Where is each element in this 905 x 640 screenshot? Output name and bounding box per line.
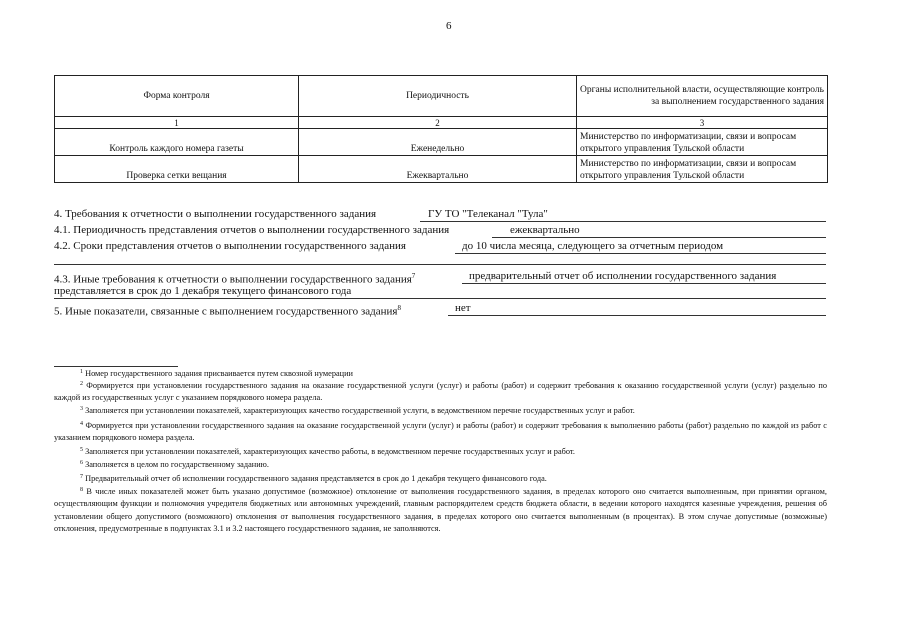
footnote-text: Номер государственного задания присваивается путем сквозной нумерации <box>85 369 353 378</box>
footnote-mark: 4 <box>80 421 83 427</box>
item-4-underline <box>420 221 826 222</box>
item-5-underline <box>448 315 826 316</box>
item-43-label: 4.3. Иные требования к отчетности о выполнении государственного задания <box>54 273 412 286</box>
footnote-6 <box>54 459 853 471</box>
footnote-mark: 1 <box>80 369 83 375</box>
item-5-label: 5. Иные показатели, связанные с выполнением государственного задания <box>54 305 398 318</box>
header-authority: Органы исполнительной власти, осуществляющие контроль за выполнением государственного задания <box>577 76 828 117</box>
item-43-underline-2 <box>54 298 826 299</box>
column-number: 2 <box>299 117 577 129</box>
item-43-underline-1 <box>462 283 826 284</box>
footnote-mark: 3 <box>80 406 83 412</box>
item-43-value-line2: представляется в срок до 1 декабря текущего финансового года <box>54 285 352 297</box>
item-5-sup: 8 <box>397 304 401 312</box>
item-43-sup: 7 <box>411 272 416 280</box>
page-number: 6 <box>446 20 452 32</box>
cell-form: Проверка сетки вещания <box>55 156 299 183</box>
table-row <box>55 129 828 156</box>
cell-form: Контроль каждого номера газеты <box>55 129 299 156</box>
footnote-text: Формируется при установлении государственного задания на оказание государственной услуги (услуг) и работы (работ) и содержит требования к оказанию государственной услуги (услуг) раздельно по каждой из государственных услуг с указанием порядкового номера раздела. <box>54 381 828 403</box>
footnote-5 <box>54 446 853 458</box>
footnote-text: Заполняется при установлении показателей, характеризующих качество государственной услуги, в ведомственном перечне государственных услуг и работ. <box>85 406 635 415</box>
item-4-label: 4. Требования к отчетности о выполнении государственного задания <box>54 208 377 220</box>
footnote-text: Заполняется при установлении показателей, характеризующих качество работы, в ведомственном перечне государственных услуг и работ. <box>85 447 575 456</box>
column-number-row <box>55 117 828 129</box>
table-row <box>55 156 828 183</box>
footnote-mark: 5 <box>80 447 83 453</box>
header-period: Периодичность <box>299 76 577 117</box>
item-4-value: ГУ ТО "Телеканал "Тула" <box>428 208 548 220</box>
footnote-3 <box>54 405 853 417</box>
item-41-label: 4.1. Периодичность представления отчетов о выполнении государственного задания <box>54 224 450 236</box>
footnote-text: Формируется при установлении государственного задания на оказание государственной услуги (услуг) и работы (работ) и содержит требования к выполнению работы (работ) раздельно по каждой из работ с указанием порядкового номера раздела. <box>54 421 827 443</box>
column-number: 3 <box>577 117 828 129</box>
footnote-1 <box>54 368 853 380</box>
table-header-row <box>55 76 828 117</box>
footnote-mark: 2 <box>80 381 83 387</box>
item-5-label-wrap <box>54 302 401 319</box>
item-43-value-line1: предварительный отчет об исполнении государственного задания <box>469 270 777 282</box>
cell-period: Ежеквартально <box>299 156 577 183</box>
blank-line <box>54 264 826 265</box>
footnote-mark: 6 <box>80 460 83 466</box>
footnote-text: В числе иных показателей может быть указано допустимое (возможное) отклонение от выполнения государственного задания, в пределах которого оно считается выполненным, при принятии органом, осуществляющим функции и полномочия учредителя бюджетных или автономных учреждений, главным распорядителем средств бюджета области, в ведении которого находятся казенные учреждения, решения об установлении общего допустимого (возможного) отклонения от выполнения государственного задания, в пределах которого оно считается выполненным (в процентах). В этом случае допустимые (возможные) отклонения, предусмотренные в подпунктах 3.1 и 3.2 настоящего государственного задания, не заполняются. <box>54 487 827 533</box>
item-5-value: нет <box>455 302 471 314</box>
control-table <box>54 75 828 183</box>
footnote-separator <box>54 366 178 367</box>
cell-authority: Министерство по информатизации, связи и вопросам открытого управления Тульской области <box>577 156 828 183</box>
footnote-8 <box>54 486 827 535</box>
item-42-value: до 10 числа месяца, следующего за отчетным периодом <box>462 240 724 252</box>
item-41-underline <box>492 237 826 238</box>
cell-period: Еженедельно <box>299 129 577 156</box>
footnote-7 <box>54 473 853 485</box>
footnote-mark: 8 <box>80 487 83 493</box>
footnote-2 <box>54 380 827 405</box>
item-42-label: 4.2. Сроки представления отчетов о выполнении государственного задания <box>54 240 406 252</box>
footnote-text: Заполняется в целом по государственному заданию. <box>85 460 269 469</box>
cell-authority: Министерство по информатизации, связи и вопросам открытого управления Тульской области <box>577 129 828 156</box>
item-41-value: ежеквартально <box>510 224 580 236</box>
column-number: 1 <box>55 117 299 129</box>
footnote-text: Предварительный отчет об исполнении государственного задания представляется в срок до 1 декабря текущего финансового года. <box>85 474 547 483</box>
footnote-4 <box>54 420 827 445</box>
item-42-underline <box>455 253 826 254</box>
header-form: Форма контроля <box>55 76 299 117</box>
footnote-mark: 7 <box>80 474 83 480</box>
